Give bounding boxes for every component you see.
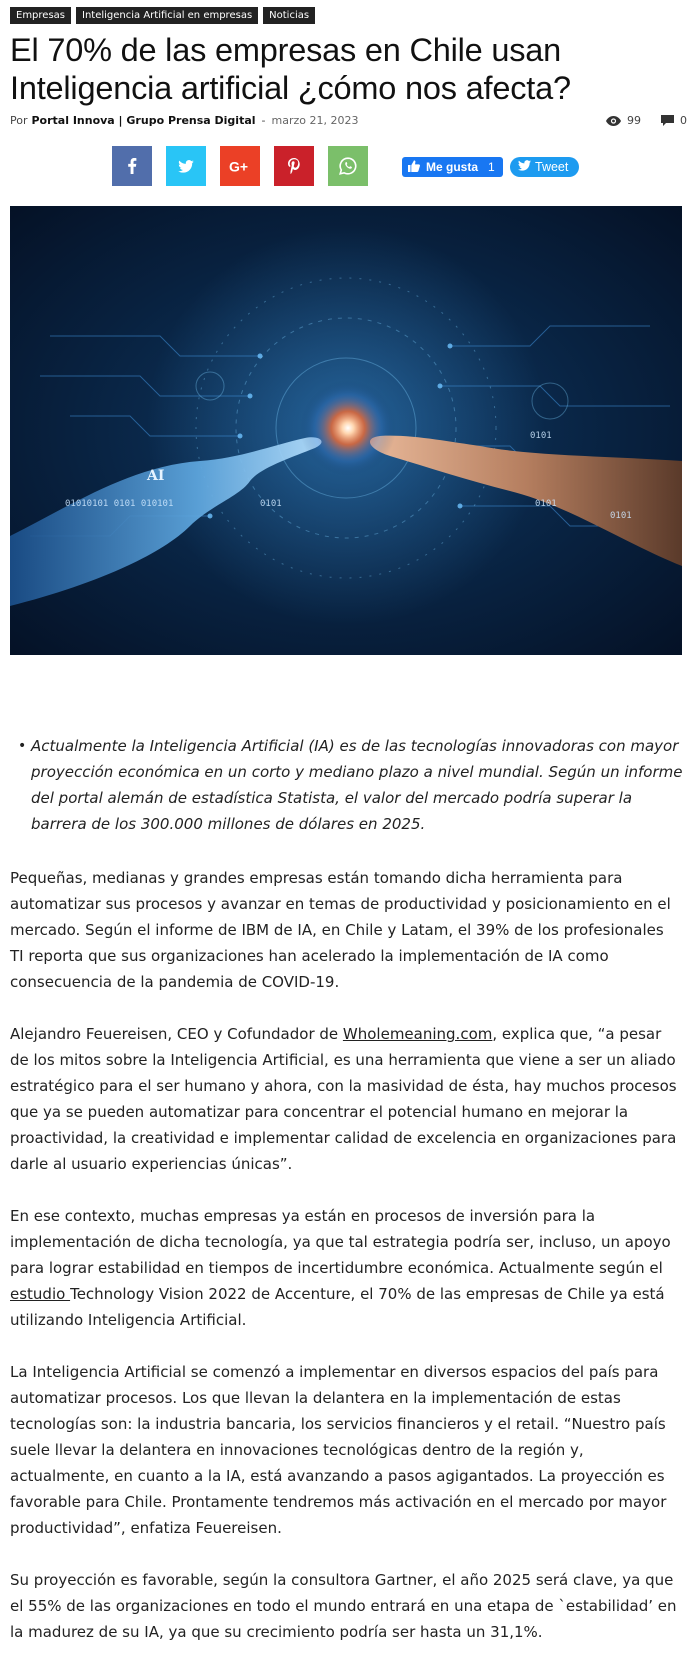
author-link[interactable]: Portal Innova | Grupo Prensa Digital	[31, 114, 256, 127]
article-paragraph-1: Pequeñas, medianas y grandes empresas están tomando dicha herramienta para automatizar sus procesos y avanzar en temas de productividad y posicionamiento en el mercado. Según el informe de IBM de IA, en Chile y Latam, el 39% de los profesionales TI reporta que sus organizaciones han acelerado la implementación de IA como consecuencia de la pandemia de COVID-19.	[10, 869, 671, 991]
category-tag-ia-empresas[interactable]: Inteligencia Artificial en empresas	[76, 7, 258, 24]
highlight-text: Actualmente la Inteligencia Artificial (IA) es de las tecnologías innovadoras con mayor proyección económica en un corto y mediano plazo a nivel mundial. Según un informe del portal alemán de estadística Statista, el valor del mercado podría superar la barrera de los 300.000 millones de dólares en 2025.	[31, 737, 683, 833]
pinterest-icon	[288, 158, 300, 174]
meta-separator: -	[261, 114, 266, 127]
paragraph-3-text-before: En ese contexto, muchas empresas ya están en procesos de inversión para la implementación de dicha tecnología, ya que tal estrategia podría ser, incluso, un apoyo para lograr estabilidad en tiempos de incertidumbre económica. Actualmente según el	[10, 1207, 671, 1277]
paragraph-2-text-before: Alejandro Feuereisen, CEO y Cofundador de	[10, 1025, 343, 1043]
category-tags	[10, 7, 315, 24]
twitter-icon	[518, 160, 531, 174]
article-counters	[586, 114, 687, 127]
category-tag-noticias[interactable]: Noticias	[263, 7, 315, 24]
whatsapp-icon	[339, 157, 357, 175]
hero-binary-1: 01010101 0101 010101	[65, 499, 174, 509]
share-pinterest-button[interactable]	[274, 146, 314, 186]
thumbs-up-icon	[408, 160, 420, 175]
bullet-marker: •	[18, 738, 27, 754]
facebook-icon	[127, 158, 137, 174]
category-tag-empresas[interactable]: Empresas	[10, 7, 71, 24]
tweet-button[interactable]	[510, 157, 579, 177]
wholemeaning-link[interactable]: Wholemeaning.com	[342, 1025, 493, 1043]
publish-date: marzo 21, 2023	[271, 114, 359, 127]
article-paragraph-2	[10, 1021, 682, 1177]
views-counter	[606, 114, 641, 127]
hero-binary-5: 0101	[535, 499, 557, 509]
hero-binary-2: 0101	[260, 499, 282, 509]
tweet-label: Tweet	[535, 160, 569, 174]
share-twitter-button[interactable]	[166, 146, 206, 186]
paragraph-2-text-after: , explica que, “a pesar de los mitos sobre la Inteligencia Artificial, es una herramienta que viene a ser un aliado estratégico para el ser humano y ahora, con la masividad de ésta, hay muchos procesos que ya se pueden automatizar para concentrar el potencial humano en mejorar la proactividad, la creatividad e implementar calidad de excelencia en organizaciones para darle al usuario experiencias únicas”.	[10, 1025, 677, 1173]
share-facebook-button[interactable]	[112, 146, 152, 186]
comments-counter[interactable]	[661, 114, 687, 127]
article-title: El 70% de las empresas en Chile usan Inteligencia artificial ¿cómo nos afecta?	[10, 32, 571, 106]
article-paragraph-4: La Inteligencia Artificial se comenzó a implementar en diversos espacios del país para automatizar procesos. Los que llevan la delantera en la implementación de estas tecnologías son: la industria bancaria, los servicios financieros y el retail. “Nuestro país suele llevar la delantera en innovaciones tecnológicas dentro de la región y, actualmente, en cuanto a la IA, está avanzando a pasos agigantados. La proyección es favorable para Chile. Prontamente tendremos más activación en el mercado por mayor productividad”, enfatiza Feuereisen.	[10, 1363, 667, 1537]
paragraph-3-text-after: Technology Vision 2022 de Accenture, el 70% de las empresas de Chile ya está utilizando Inteligencia Artificial.	[10, 1285, 665, 1329]
twitter-icon	[178, 160, 194, 173]
views-count: 99	[627, 114, 641, 127]
like-count: 1	[488, 160, 495, 174]
article-paragraph-5: Su proyección es favorable, según la consultora Gartner, el año 2025 será clave, ya que el 55% de las organizaciones en todo el mundo entrará en una etapa de `estabilidad’ en la madurez de su IA, ya que su crecimiento podría ser hasta un 31,1%.	[10, 1571, 677, 1641]
svg-text:G+: G+	[229, 159, 249, 173]
comment-icon	[661, 115, 674, 126]
google-plus-icon	[229, 159, 251, 173]
comments-count: 0	[680, 114, 687, 127]
share-whatsapp-button[interactable]	[328, 146, 368, 186]
article-meta	[10, 114, 358, 127]
estudio-link[interactable]: estudio	[10, 1285, 71, 1303]
article-paragraph-3	[10, 1203, 682, 1333]
facebook-like-button[interactable]	[402, 157, 503, 177]
hero-image	[10, 206, 682, 655]
article-highlight-bullet	[18, 733, 683, 837]
byline-prefix: Por	[10, 114, 28, 127]
hero-binary-3: 0101	[530, 431, 552, 441]
eye-icon	[606, 116, 621, 126]
hero-binary-4: 0101	[610, 511, 632, 521]
share-buttons	[112, 146, 368, 186]
like-label: Me gusta	[426, 160, 479, 174]
hero-ai-label: AI	[147, 468, 165, 484]
share-googleplus-button[interactable]	[220, 146, 260, 186]
